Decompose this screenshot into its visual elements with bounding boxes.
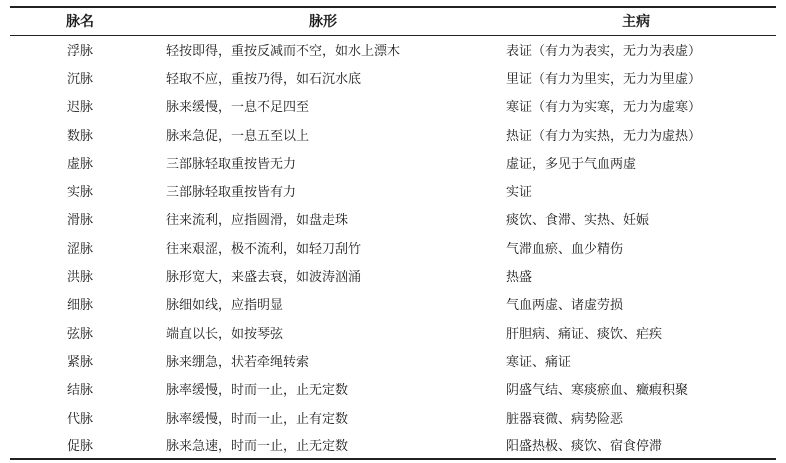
main-disease-cell: 虚证，多见于气血两虚: [506, 156, 637, 172]
table-row: [10, 35, 776, 63]
table-header: [10, 7, 776, 35]
pulse-name-cell: 涩脉: [66, 241, 93, 257]
pulse-form-cell: 端直以长，如按琴弦: [166, 326, 284, 342]
pulse-name-cell: 虚脉: [66, 156, 93, 172]
pulse-form-cell: 轻按即得，重按反减而不空，如水上漂木: [166, 43, 401, 59]
table-row: [10, 120, 776, 148]
table-row: [10, 431, 776, 459]
pulse-name-cell: 紧脉: [66, 354, 93, 370]
main-disease-cell: 脏器衰微、病势险恶: [506, 411, 624, 427]
main-disease-cell: 热证（有力为实热，无力为虚热）: [506, 128, 702, 144]
header-main-disease: 主病: [496, 7, 776, 35]
pulse-name-cell: 沉脉: [66, 71, 93, 87]
table-body: [10, 35, 776, 459]
pulse-form-cell: 三部脉轻取重按皆无力: [166, 156, 297, 172]
main-disease-cell: 阳盛热极、痰饮、宿食停滞: [496, 431, 776, 459]
pulse-form-cell: 脉率缓慢，时而一止，止有定数: [166, 411, 349, 427]
main-disease-cell: 热盛: [506, 270, 533, 286]
main-disease-cell: 里证（有力为里实，无力为里虚）: [506, 71, 702, 87]
main-disease-cell: 痰饮、食滞、实热、妊娠: [506, 213, 650, 229]
table-row: [10, 233, 776, 261]
pulse-name-cell: 细脉: [66, 298, 93, 314]
table-row: [10, 375, 776, 403]
pulse-form-cell: 往来艰涩，极不流利，如轻刀刮竹: [166, 241, 362, 257]
pulse-name-cell: 代脉: [66, 411, 93, 427]
pulse-form-cell: 脉来急促，一息五至以上: [166, 128, 310, 144]
pulse-name-cell: 促脉: [10, 431, 150, 459]
table-row: [10, 148, 776, 176]
pulse-form-cell: 脉率缓慢，时而一止，止无定数: [166, 383, 349, 399]
main-disease-cell: 实证: [506, 185, 533, 201]
pulse-form-cell: 脉来绷急，状若牵绳转索: [166, 354, 310, 370]
table-row: [10, 205, 776, 233]
pulse-form-cell: 脉来缓慢，一息不足四至: [166, 100, 310, 116]
pulse-name-cell: 迟脉: [66, 100, 93, 116]
pulse-name-cell: 数脉: [66, 128, 93, 144]
pulse-name-cell: 洪脉: [66, 270, 93, 286]
pulse-form-cell: 脉细如线，应指明显: [166, 298, 284, 314]
main-disease-cell: 气血两虚、诸虚劳损: [506, 298, 624, 314]
header-pulse-form: 脉形: [150, 7, 496, 35]
main-disease-cell: 阴盛气结、寒痰瘀血、癥瘕积聚: [506, 383, 689, 399]
pulse-name-cell: 实脉: [66, 185, 93, 201]
main-disease-cell: 肝胆病、痛证、痰饮、疟疾: [506, 326, 663, 342]
pulse-form-cell: 往来流利，应指圆滑，如盘走珠: [166, 213, 349, 229]
header-pulse-name: 脉名: [10, 7, 150, 35]
pulse-form-cell: 脉形宽大，来盛去衰，如波涛汹涌: [166, 270, 362, 286]
table-row: [10, 290, 776, 318]
table-row: [10, 261, 776, 289]
pulse-form-cell: 轻取不应，重按乃得，如石沉水底: [166, 71, 362, 87]
table-row: [10, 318, 776, 346]
table-row: [10, 92, 776, 120]
table-row: [10, 403, 776, 431]
pulse-table: [10, 6, 776, 460]
pulse-table-container: [10, 6, 776, 460]
header-row: [10, 7, 776, 35]
pulse-form-cell: 三部脉轻取重按皆有力: [166, 185, 297, 201]
pulse-name-cell: 结脉: [66, 383, 93, 399]
main-disease-cell: 寒证、痛证: [506, 354, 572, 370]
pulse-name-cell: 浮脉: [66, 43, 93, 59]
main-disease-cell: 寒证（有力为实寒，无力为虚寒）: [506, 100, 702, 116]
table-row: [10, 63, 776, 91]
table-row: [10, 176, 776, 204]
pulse-form-cell: 脉来急速，时而一止，止无定数: [150, 431, 496, 459]
pulse-name-cell: 弦脉: [66, 326, 93, 342]
pulse-name-cell: 滑脉: [66, 213, 93, 229]
main-disease-cell: 表证（有力为表实，无力为表虚）: [506, 43, 702, 59]
main-disease-cell: 气滞血瘀、血少精伤: [506, 241, 624, 257]
table-row: [10, 346, 776, 374]
